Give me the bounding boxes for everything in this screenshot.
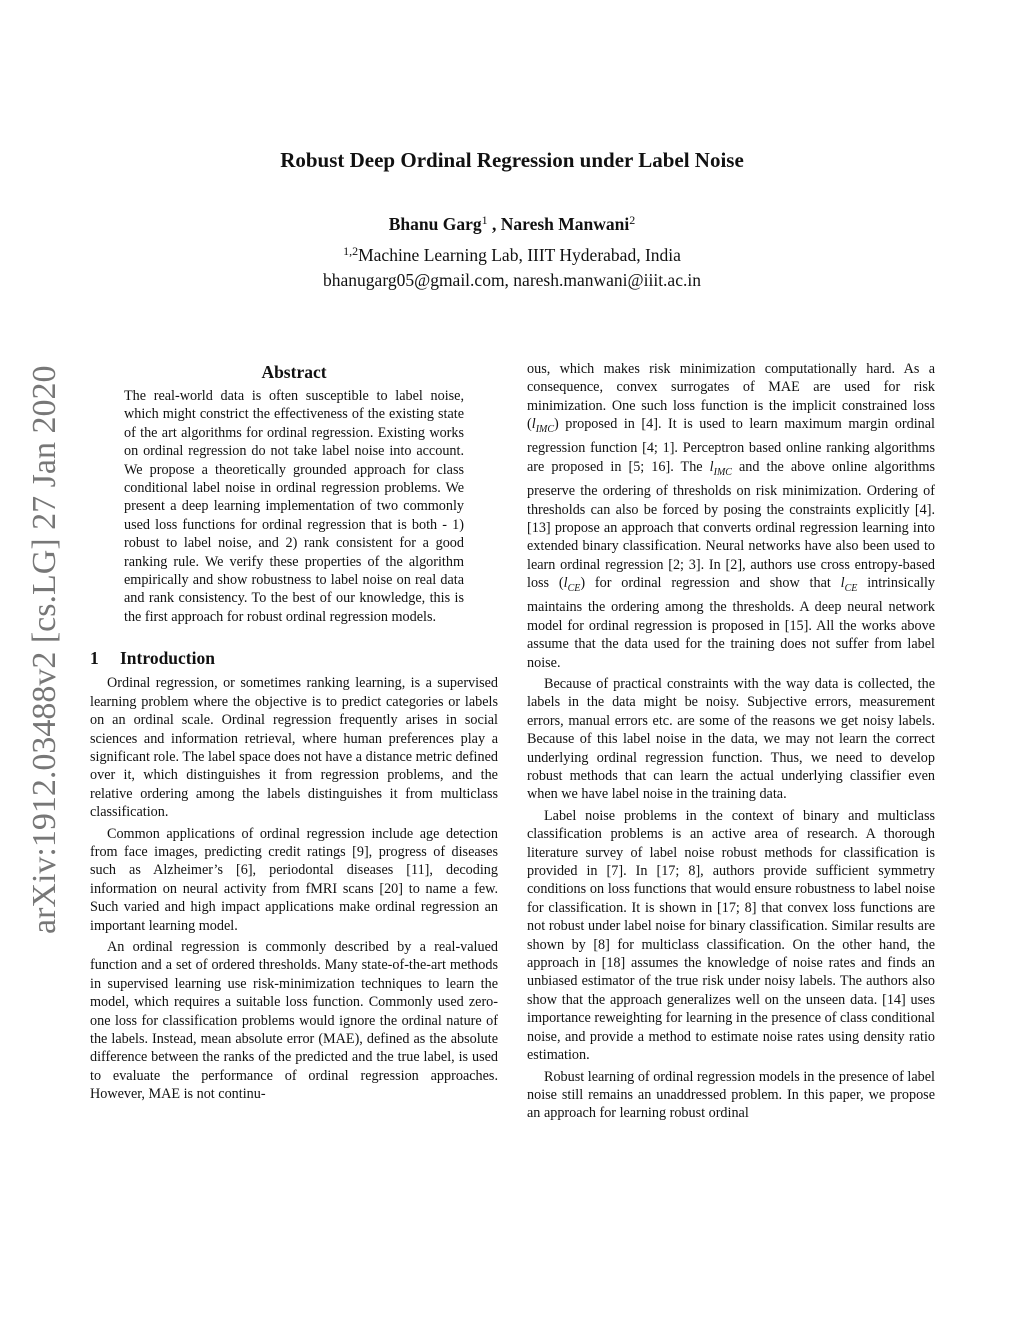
affiliation-marker: 1,2 <box>343 244 359 258</box>
author-emails: bhanugarg05@gmail.com, naresh.manwani@iiit.ac.in <box>323 270 701 290</box>
section-heading-introduction <box>90 646 498 670</box>
paper-title: Robust Deep Ordinal Regression under Label Noise <box>280 148 744 172</box>
symbol-l-imc: $l_{IMC}$ <box>531 416 555 436</box>
author-list <box>180 212 844 236</box>
right-paragraph-1: ous, which makes risk minimization computationally hard. As a consequence, convex surrogates of MAE are used for risk minimization. One such loss function is the implicit constrained loss $(l_{IMC})$ proposed in [4]. It is used to learn maximum margin ordinal regression function [4; 1]. Perceptron based online ranking algorithms are proposed in [5; 16]. The $l_{IMC}$ and the above online algorithms preserve the ordering of thresholds on risk minimization. Ordering of thresholds can also be forced by posing the constraints explicitly [4]. [13] propose an approach that converts ordinal regression learning into extended binary classification. Neural networks have also been used to learn ordinal regression [2; 3]. In [2], authors use cross entropy-based loss $(l_{CE})$ for ordinal regression and show that $l_{CE}$ intrinsically maintains the ordering among the thresholds. A deep neural network model for ordinal regression is proposed in [15]. All the works above assume that the data used for the training does not suffer from label noise. <box>527 361 936 671</box>
author-name: Naresh Manwani <box>500 214 630 234</box>
intro-paragraph-2: Common applications of ordinal regression include age detection from face images, predicting credit ratings [9], progress of diseases such as Alzheimer’s [6], periodontal diseases [11], decoding information on neural activity from fMRI scans [20] to name a few. Such varied and high impact applications make ordinal regression an important learning model. <box>90 825 498 934</box>
author-affiliation-marker: 2 <box>629 213 636 227</box>
abstract-heading: Abstract <box>261 362 327 382</box>
left-column <box>90 360 498 1104</box>
symbol-l-ce: $l_{CE}$ <box>840 575 858 594</box>
right-paragraph-3: Label noise problems in the context of binary and multiclass classification problems is an active area of research. A thorough literature survey of label noise robust methods for classification is provided in [7]. In [17; 8], authors provide sufficient symmetry conditions on loss functions that would ensure robustness to label noise for classification. It is shown in [17; 8] that convex loss functions are not robust under label noise for binary classification. Similar results are shown by [8] for multiclass classification. On the other hand, the approach in [18] assumes the knowledge of noise rates and finds an unbiased estimator of the true risk under noisy labels. The authors also show that the approach generalizes well on the unseen data. [14] uses importance reweighting for learning in the presence of class conditional noise, and provide a method to estimate noise rates using density ratio estimation. <box>527 807 935 1064</box>
arxiv-identifier: arXiv:1912.03488v2 [cs.LG] 27 Jan 2020 <box>26 365 63 935</box>
affiliation <box>180 243 844 268</box>
author-affiliation-marker: 1 <box>481 213 488 227</box>
intro-paragraph-3: An ordinal regression is commonly described by a real-valued function and a set of ordered thresholds. Many state-of-the-art methods in supervised learning use risk-minimization techniques to learn the model, which requires a suitable loss function. Commonly used zero-one loss for classification problems would ignore the ordinal nature of the labels. Instead, mean absolute error (MAE), defined as the absolute difference between the ranks of the predicted and the true label, is used to evaluate the performance of ordinal regression approaches. However, MAE is not continu- <box>90 938 498 1103</box>
section-title: Introduction <box>120 648 215 669</box>
affiliation-text: Machine Learning Lab, IIIT Hyderabad, India <box>358 245 681 265</box>
section-number: 1 <box>90 648 99 669</box>
right-paragraph-4: Robust learning of ordinal regression models in the presence of label noise still remains an unaddressed problem. In this paper, we propose an approach for learning robust ordinal <box>527 1068 935 1122</box>
author-separator: , <box>487 214 501 234</box>
intro-paragraph-1: Ordinal regression, or sometimes ranking learning, is a supervised learning problem where the objective is to predict categories or labels on an ordinal scale. Ordinal regression frequently arises in social sciences and information retrieval, where human preferences play a significant role. The label space does not have a distance metric defined over it, which distinguishes it from regression problems, and the relative ordering among the labels distinguishes it from multiclass classification. <box>90 675 498 821</box>
author-name: Bhanu Garg <box>388 214 482 234</box>
right-column <box>527 360 935 1123</box>
right-paragraph-2: Because of practical constraints with the way data is collected, the labels in the data might be noisy. Subjective errors, measurement errors, manual errors etc. are some of the reasons we get noisy labels. Because of this label noise in the data, we may not learn the correct underlying ordinal regression function. Thus, we need to develop robust methods that can learn the actual underlying classifier even when we have label noise in the training data. <box>527 675 935 803</box>
abstract-body: The real-world data is often susceptible to label noise, which might constrict the effectiveness of the existing state of the art algorithms for ordinal regression. Existing works on ordinal regression do not take label noise into account. We propose a theoretically grounded approach for class conditional label noise in ordinal regression problems. We present a deep learning implementation of two commonly used loss functions for ordinal regression that is both - 1) robust to label noise, and 2) rank consistent for a good ranking rule. We verify these properties of the algorithm empirically and show robustness to label noise on real data and rank consistency. To the best of our knowledge, this is the first approach for robust ordinal regression models. <box>124 388 464 625</box>
symbol-l-ce: $l_{CE}$ <box>563 575 581 594</box>
symbol-l-imc: $l_{IMC}$ <box>709 458 732 478</box>
